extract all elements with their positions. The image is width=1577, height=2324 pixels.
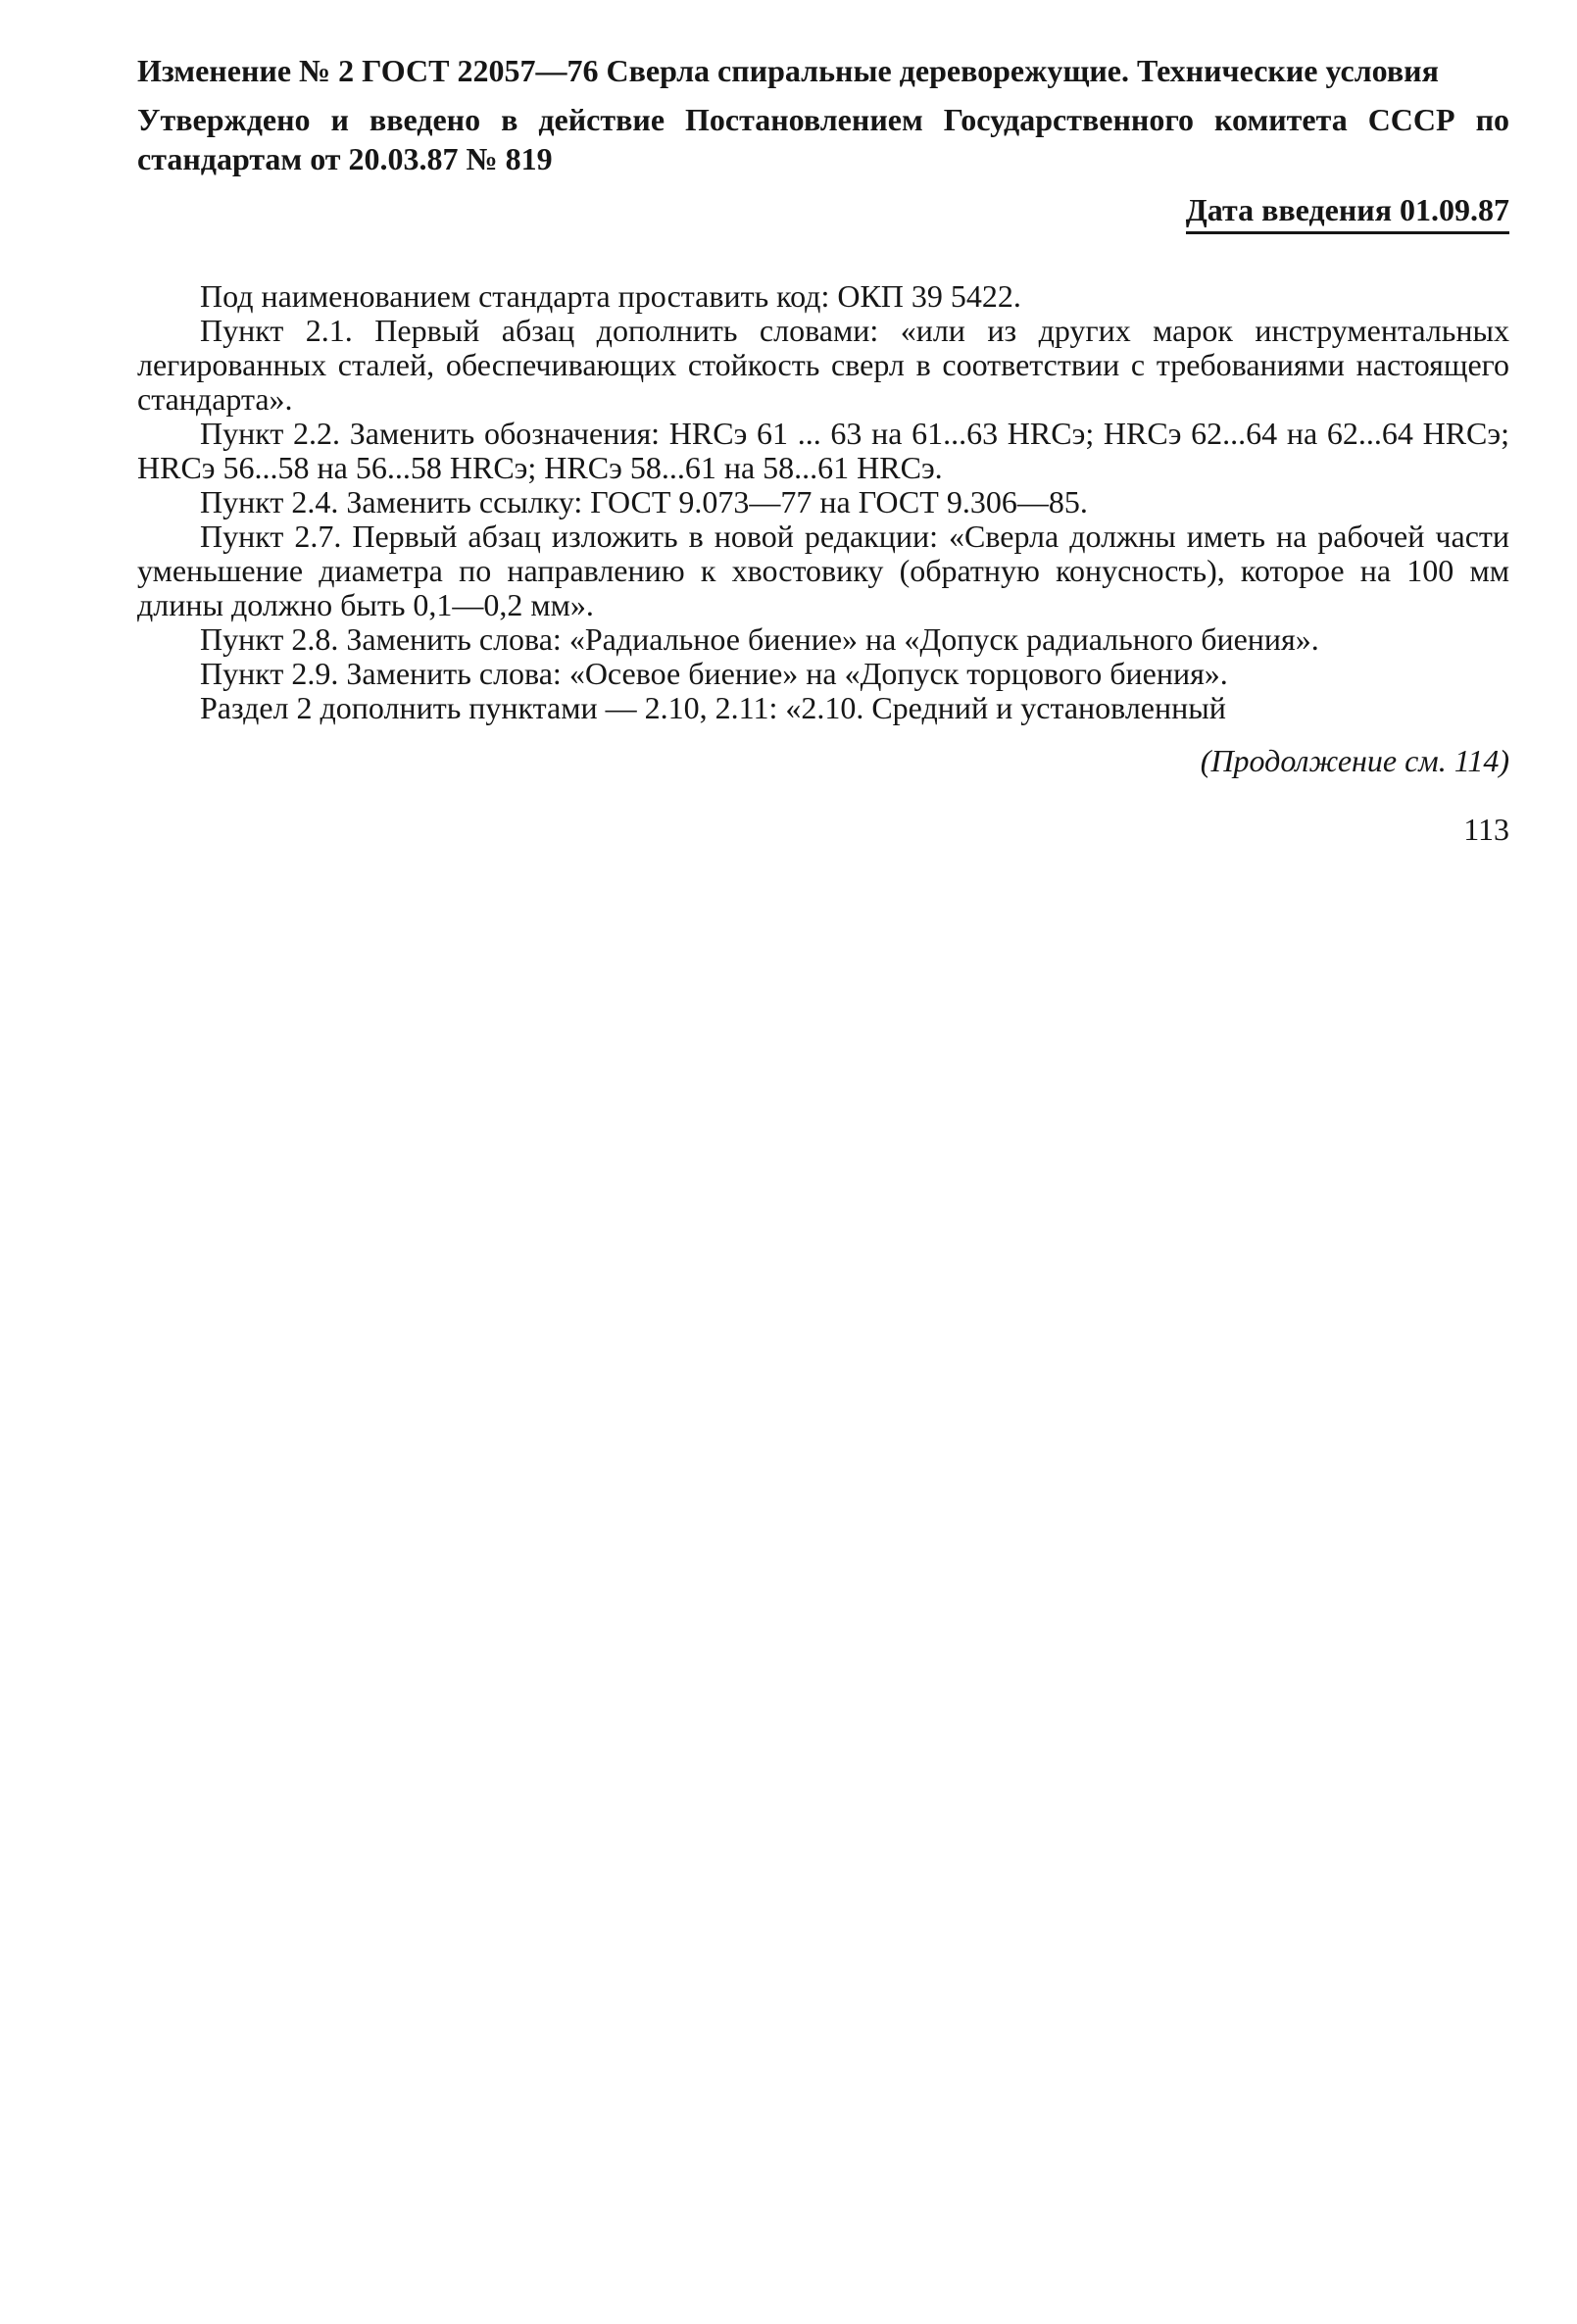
amendment-body bbox=[137, 279, 1509, 725]
paragraph-item-2-9: Пункт 2.9. Заменить слова: «Осевое биение» на «Допуск торцового биения». bbox=[200, 656, 1228, 691]
document-title: Изменение № 2 ГОСТ 22057—76 Сверла спиральные дереворежущие. Технические условия bbox=[137, 53, 1439, 88]
effective-date: Дата введения 01.09.87 bbox=[1186, 190, 1509, 234]
approval-statement: Утверждено и введено в действие Постановлением Государственного комитета СССР по стандартам от 20.03.87 № 819 bbox=[137, 102, 1509, 176]
paragraph-item-2-7: Пункт 2.7. Первый абзац изложить в новой редакции: «Сверла должны иметь на рабочей части уменьшение диаметра по направлению к хвостовику (обратную конусность), которое на 100 мм длины должно быть 0,1—0,2 мм». bbox=[137, 519, 1509, 622]
paragraph-item-2-2: Пункт 2.2. Заменить обозначения: HRCэ 61 ... 63 на 61...63 HRCэ; HRCэ 62...64 на 62...64 HRCэ; HRCэ 56...58 на 56...58 HRCэ; HRCэ 58...61 на 58...61 HRCэ. bbox=[137, 416, 1509, 485]
paragraph-okp-code: Под наименованием стандарта проставить код: ОКП 39 5422. bbox=[200, 278, 1021, 314]
paragraph-section-2: Раздел 2 дополнить пунктами — 2.10, 2.11: «2.10. Средний и установленный bbox=[200, 690, 1226, 725]
document-page bbox=[137, 51, 1509, 849]
paragraph-item-2-1: Пункт 2.1. Первый абзац дополнить словами: «или из других марок инструментальных легированных сталей, обеспечивающих стойкость сверл в соответствии с требованиями настоящего стандарта». bbox=[137, 313, 1509, 417]
paragraph-item-2-8: Пункт 2.8. Заменить слова: «Радиальное биение» на «Допуск радиального биения». bbox=[200, 621, 1319, 657]
effective-date-line bbox=[137, 190, 1509, 234]
continuation-note: (Продолжение см. 114) bbox=[1200, 743, 1509, 778]
page-number: 113 bbox=[1463, 812, 1509, 847]
paragraph-item-2-4: Пункт 2.4. Заменить ссылку: ГОСТ 9.073—77 на ГОСТ 9.306—85. bbox=[200, 484, 1088, 519]
